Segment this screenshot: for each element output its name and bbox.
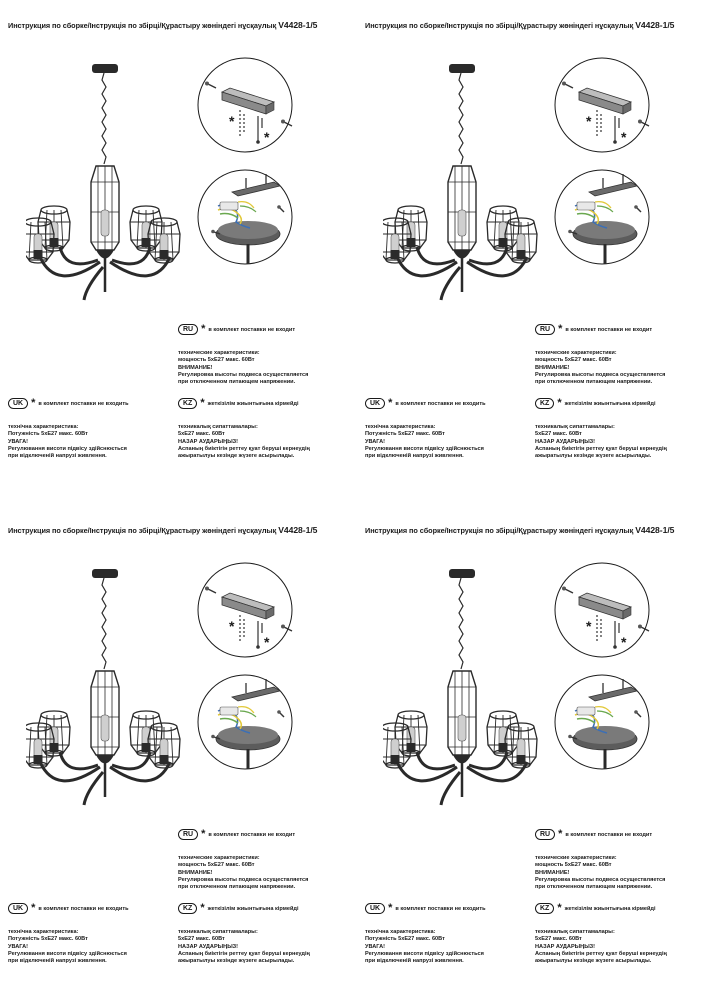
ru-code-badge: RU bbox=[178, 324, 198, 335]
asterisk-icon: * bbox=[558, 828, 563, 840]
wiring-connection-diagram bbox=[196, 673, 294, 771]
instruction-sheet bbox=[357, 505, 707, 1000]
asterisk-icon: * bbox=[201, 828, 206, 840]
sheet-title: Инструкция по сборке/Інструкція по збірці/Құрастыру жөніндегі нұсқаулық V4428-1/5 bbox=[365, 525, 675, 535]
kz-specifications: техникалық сипаттамалары: 5хЕ27 макс. 60Вт НАЗАР АУДАРЫҢЫЗ! Аспаның биіктігін реттеу қуат беруші кернеудің ажыратылуы кезінде жүзеге асырылады. bbox=[535, 424, 667, 459]
sheet-title: Инструкция по сборке/Інструкція по збірці/Құрастыру жөніндегі нұсқаулық V4428-1/5 bbox=[365, 20, 675, 30]
asterisk-icon: * bbox=[31, 902, 36, 914]
ru-specifications: технические характеристики: мощность 5хЕ27 макс. 60Вт ВНИМАНИЕ! Регулировка высоты подвеса осуществляется при отключенном питающем напряжении. bbox=[535, 350, 666, 385]
instruction-sheet bbox=[0, 505, 350, 1000]
instruction-sheet bbox=[0, 0, 350, 495]
uk-code-badge: UK bbox=[365, 398, 385, 409]
sheet-title: Инструкция по сборке/Інструкція по збірці/Құрастыру жөніндегі нұсқаулық V4428-1/5 bbox=[8, 20, 318, 30]
uk-specifications: технічна характеристика: Потужність 5хЕ27 макс. 60Вт УВАГА! Регулювання висоти підвісу здійснюється при відключеній напрузі живлення. bbox=[8, 929, 127, 964]
kz-code-badge: KZ bbox=[535, 903, 554, 914]
ru-code-badge: RU bbox=[178, 829, 198, 840]
mounting-bracket-diagram bbox=[553, 56, 651, 154]
kz-not-included-note: KZ * жеткізілім жиынтығына кірмейді bbox=[178, 398, 299, 409]
ru-not-included-note: RU * в комплект поставки не входит bbox=[535, 829, 652, 840]
asterisk-icon: * bbox=[388, 902, 393, 914]
wiring-connection-diagram bbox=[553, 168, 651, 266]
kz-specifications: техникалық сипаттамалары: 5хЕ27 макс. 60Вт НАЗАР АУДАРЫҢЫЗ! Аспаның биіктігін реттеу қуат беруші кернеудің ажыратылуы кезінде жүзеге асырылады. bbox=[178, 929, 310, 964]
mounting-bracket-diagram bbox=[196, 561, 294, 659]
uk-specifications: технічна характеристика: Потужність 5хЕ27 макс. 60Вт УВАГА! Регулювання висоти підвісу здійснюється при відключеній напрузі живлення. bbox=[365, 424, 484, 459]
asterisk-icon: * bbox=[557, 397, 562, 409]
uk-not-included-note: UK * в комплект поставки не входить bbox=[8, 398, 129, 409]
uk-specifications: технічна характеристика: Потужність 5хЕ27 макс. 60Вт УВАГА! Регулювання висоти підвісу здійснюється при відключеній напрузі живлення. bbox=[365, 929, 484, 964]
kz-code-badge: KZ bbox=[178, 903, 197, 914]
uk-specifications: технічна характеристика: Потужність 5хЕ27 макс. 60Вт УВАГА! Регулювання висоти підвісу здійснюється при відключеній напрузі живлення. bbox=[8, 424, 127, 459]
uk-not-included-note: UK * в комплект поставки не входить bbox=[8, 903, 129, 914]
kz-specifications: техникалық сипаттамалары: 5хЕ27 макс. 60Вт НАЗАР АУДАРЫҢЫЗ! Аспаның биіктігін реттеу қуат беруші кернеудің ажыратылуы кезінде жүзеге асырылады. bbox=[178, 424, 310, 459]
uk-code-badge: UK bbox=[8, 398, 28, 409]
kz-not-included-note: KZ * жеткізілім жиынтығына кірмейді bbox=[178, 903, 299, 914]
chandelier-illustration bbox=[383, 62, 543, 302]
asterisk-icon: * bbox=[388, 397, 393, 409]
wiring-connection-diagram bbox=[196, 168, 294, 266]
ru-code-badge: RU bbox=[535, 324, 555, 335]
uk-not-included-note: UK * в комплект поставки не входить bbox=[365, 398, 486, 409]
asterisk-icon: * bbox=[558, 323, 563, 335]
ru-not-included-note: RU * в комплект поставки не входит bbox=[178, 324, 295, 335]
asterisk-icon: * bbox=[201, 323, 206, 335]
instruction-sheet bbox=[357, 0, 707, 495]
ru-not-included-note: RU * в комплект поставки не входит bbox=[178, 829, 295, 840]
ru-not-included-note: RU * в комплект поставки не входит bbox=[535, 324, 652, 335]
wiring-connection-diagram bbox=[553, 673, 651, 771]
mounting-bracket-diagram bbox=[553, 561, 651, 659]
kz-code-badge: KZ bbox=[178, 398, 197, 409]
kz-not-included-note: KZ * жеткізілім жиынтығына кірмейді bbox=[535, 903, 656, 914]
ru-specifications: технические характеристики: мощность 5хЕ27 макс. 60Вт ВНИМАНИЕ! Регулировка высоты подвеса осуществляется при отключенном питающем напряжении. bbox=[535, 855, 666, 890]
asterisk-icon: * bbox=[31, 397, 36, 409]
sheet-title: Инструкция по сборке/Інструкція по збірці/Құрастыру жөніндегі нұсқаулық V4428-1/5 bbox=[8, 525, 318, 535]
ru-specifications: технические характеристики: мощность 5хЕ27 макс. 60Вт ВНИМАНИЕ! Регулировка высоты подвеса осуществляется при отключенном питающем напряжении. bbox=[178, 350, 309, 385]
kz-code-badge: KZ bbox=[535, 398, 554, 409]
asterisk-icon: * bbox=[200, 397, 205, 409]
chandelier-illustration bbox=[383, 567, 543, 807]
asterisk-icon: * bbox=[200, 902, 205, 914]
chandelier-illustration bbox=[26, 62, 186, 302]
uk-code-badge: UK bbox=[365, 903, 385, 914]
kz-not-included-note: KZ * жеткізілім жиынтығына кірмейді bbox=[535, 398, 656, 409]
asterisk-icon: * bbox=[557, 902, 562, 914]
mounting-bracket-diagram bbox=[196, 56, 294, 154]
ru-specifications: технические характеристики: мощность 5хЕ27 макс. 60Вт ВНИМАНИЕ! Регулировка высоты подвеса осуществляется при отключенном питающем напряжении. bbox=[178, 855, 309, 890]
ru-code-badge: RU bbox=[535, 829, 555, 840]
kz-specifications: техникалық сипаттамалары: 5хЕ27 макс. 60Вт НАЗАР АУДАРЫҢЫЗ! Аспаның биіктігін реттеу қуат беруші кернеудің ажыратылуы кезінде жүзеге асырылады. bbox=[535, 929, 667, 964]
uk-code-badge: UK bbox=[8, 903, 28, 914]
chandelier-illustration bbox=[26, 567, 186, 807]
uk-not-included-note: UK * в комплект поставки не входить bbox=[365, 903, 486, 914]
